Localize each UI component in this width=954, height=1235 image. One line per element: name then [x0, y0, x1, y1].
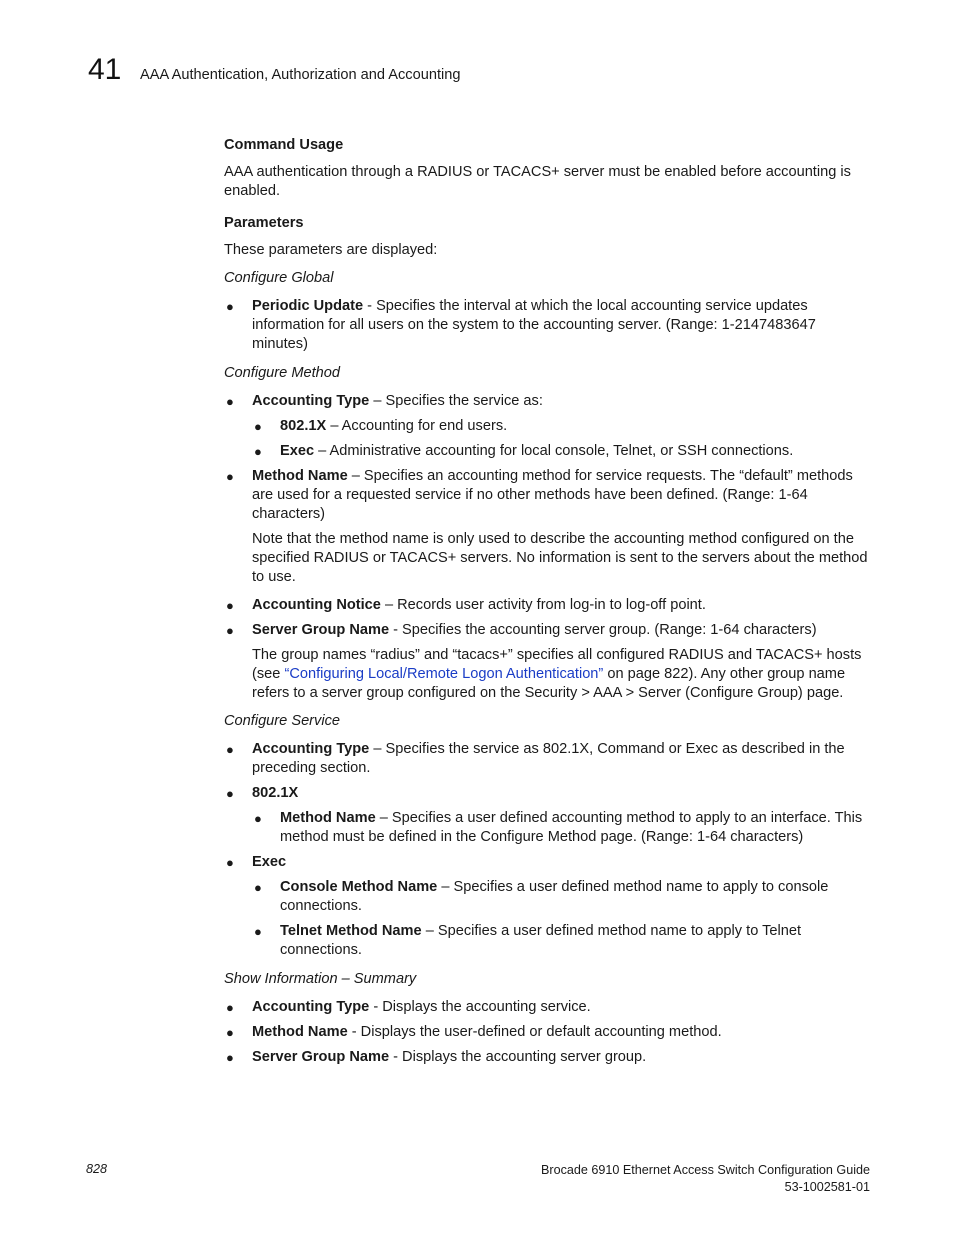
list-item: [252, 922, 874, 960]
bullet-icon: ●: [226, 1025, 234, 1040]
page-number: 828: [86, 1162, 108, 1176]
description: – Specifies an accounting method for service requests. The “default” methods are used for a requested service if no other methods have been defined. (Range: 1-64 characters): [252, 468, 853, 522]
term: Accounting Type: [252, 999, 370, 1015]
bullet-icon: ●: [254, 924, 262, 939]
list-item: [252, 417, 874, 436]
server-group-note: [252, 646, 874, 703]
bullet-icon: ●: [226, 1000, 234, 1015]
bullet-icon: ●: [226, 742, 234, 757]
term: Accounting Notice: [252, 597, 381, 613]
description: – Records user activity from log-in to log-off point.: [380, 597, 706, 613]
description: – Specifies the service as:: [369, 393, 543, 409]
note-text: The group names “radius” and “tacacs+” specifies all configured RADIUS and TACACS+ hosts (see: [252, 647, 862, 682]
bullet-icon: ●: [254, 419, 262, 434]
list-item: [224, 740, 874, 778]
term: Console Method Name: [280, 879, 438, 895]
description: – Accounting for end users.: [326, 418, 508, 434]
term: Method Name: [252, 1024, 348, 1040]
cross-reference-link[interactable]: “Configuring Local/Remote Logon Authentication”: [284, 666, 604, 682]
list-item: [224, 998, 874, 1017]
bullet-icon: ●: [226, 299, 234, 314]
list-item: [224, 1023, 874, 1042]
term: 802.1X: [252, 785, 299, 801]
list-item: [224, 853, 874, 872]
description: – Specifies the service as 802.1X, Command or Exec as described in the preceding section.: [252, 741, 845, 776]
bullet-icon: ●: [254, 880, 262, 895]
show-information-heading: Show Information – Summary: [224, 971, 417, 987]
document-id: 53-1002581-01: [784, 1180, 870, 1194]
bullet-icon: ●: [226, 855, 234, 870]
term: 802.1X: [280, 418, 327, 434]
list-item: [224, 596, 874, 615]
description: – Specifies a user defined method name to apply to console connections.: [280, 879, 829, 914]
page-content: [224, 136, 874, 1073]
command-usage-text: AAA authentication through a RADIUS or TACACS+ server must be enabled before accounting is enabled.: [224, 164, 851, 199]
list-item: [224, 1048, 874, 1067]
bullet-icon: ●: [226, 469, 234, 484]
configure-method-heading: Configure Method: [224, 365, 341, 381]
description: - Specifies the interval at which the local accounting service updates information for all users on the system to the accounting server. (Range: 1-2147483647 minutes): [252, 298, 816, 352]
configure-global-heading: Configure Global: [224, 270, 334, 286]
description: – Specifies a user defined accounting method to apply to an interface. This method must be defined in the Configure Method page. (Range: 1-64 characters): [280, 810, 863, 845]
term: Method Name: [252, 468, 348, 484]
list-item: [224, 467, 874, 524]
description: - Specifies the accounting server group. (Range: 1-64 characters): [389, 622, 817, 638]
term: Exec: [252, 854, 287, 870]
term: Exec: [280, 443, 315, 459]
description: - Displays the user-defined or default accounting method.: [347, 1024, 722, 1040]
bullet-icon: ●: [226, 598, 234, 613]
term: Server Group Name: [252, 1049, 390, 1065]
chapter-number: 41: [88, 53, 122, 86]
term: Telnet Method Name: [280, 923, 422, 939]
parameters-intro: These parameters are displayed:: [224, 242, 438, 258]
bullet-icon: ●: [254, 811, 262, 826]
list-item: [224, 621, 874, 640]
list-item: [252, 878, 874, 916]
term: Accounting Type: [252, 741, 370, 757]
method-note: Note that the method name is only used to describe the accounting method configured on the specified RADIUS or TACACS+ servers. No information is sent to the servers about the method to use.: [252, 531, 868, 585]
description: – Administrative accounting for local console, Telnet, or SSH connections.: [314, 443, 794, 459]
note-text: on page 822). Any other group name refers to a server group configured on the Security > AAA > Server (Configure Group) page.: [252, 666, 846, 701]
bullet-icon: ●: [226, 1050, 234, 1065]
list-item: [224, 784, 874, 803]
guide-title: Brocade 6910 Ethernet Access Switch Configuration Guide: [540, 1163, 870, 1177]
command-usage-heading: Command Usage: [224, 137, 344, 153]
configure-service-heading: Configure Service: [224, 713, 340, 729]
term: Accounting Type: [252, 393, 370, 409]
bullet-icon: ●: [226, 786, 234, 801]
description: - Displays the accounting service.: [369, 999, 591, 1015]
list-item: [252, 442, 874, 461]
bullet-icon: ●: [226, 623, 234, 638]
description: - Displays the accounting server group.: [389, 1049, 647, 1065]
footer-document-info: [541, 1162, 870, 1196]
bullet-icon: ●: [226, 394, 234, 409]
chapter-title: AAA Authentication, Authorization and Accounting: [140, 67, 461, 83]
list-item: [224, 392, 874, 411]
term: Periodic Update: [252, 298, 364, 314]
description: – Specifies a user defined method name to apply to Telnet connections.: [280, 923, 802, 958]
term: Server Group Name: [252, 622, 390, 638]
list-item: [224, 297, 874, 354]
list-item: [252, 809, 874, 847]
term: Method Name: [280, 810, 376, 826]
parameters-heading: Parameters: [224, 215, 304, 231]
bullet-icon: ●: [254, 444, 262, 459]
